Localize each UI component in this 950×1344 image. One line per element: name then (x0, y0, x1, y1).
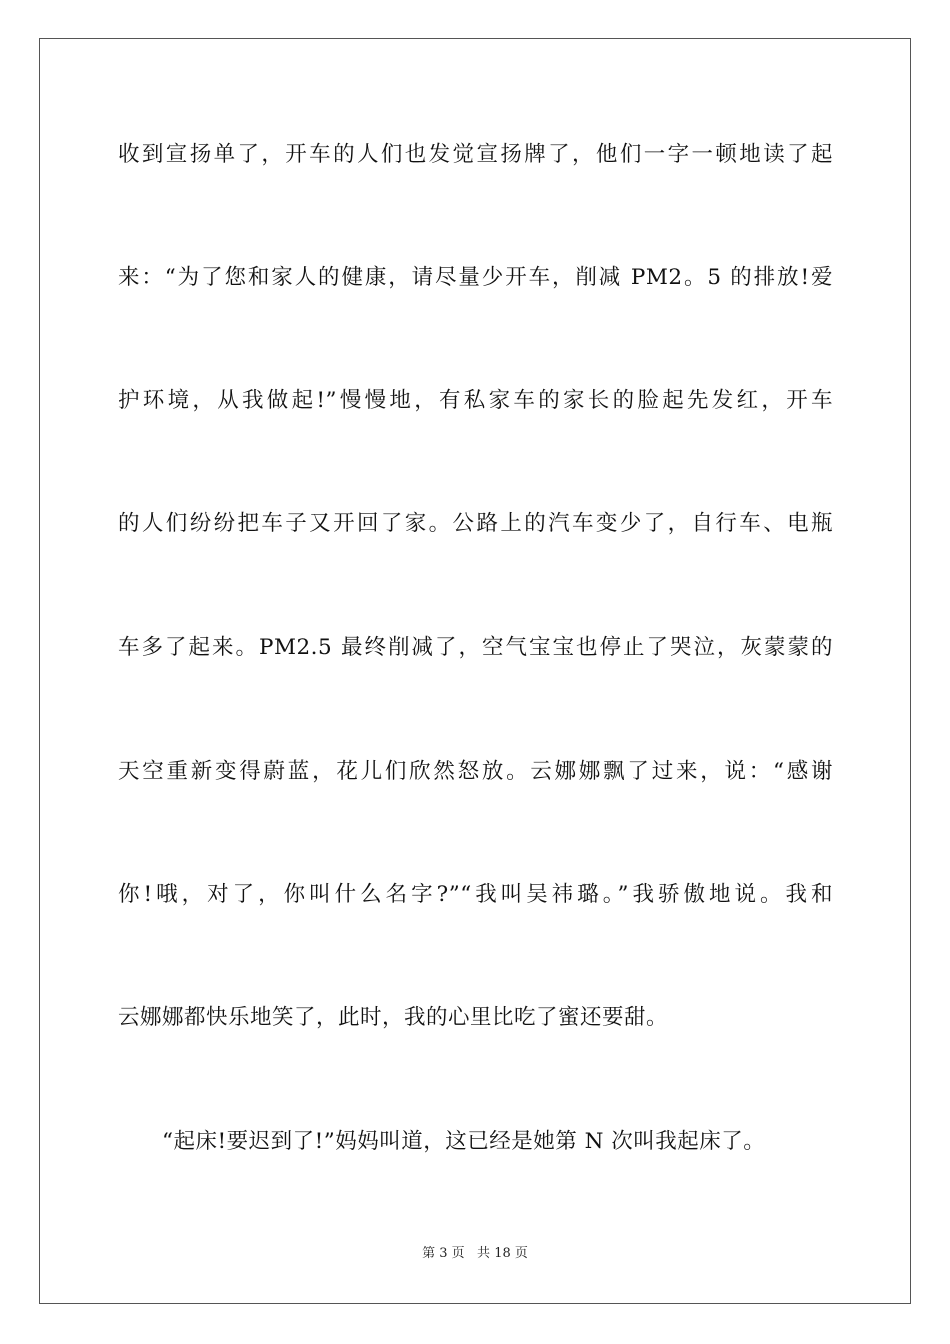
paragraph-line-7: 你!哦，对了，你叫什么名字?”“我叫吴祎璐。”我骄傲地说。我和 (118, 882, 833, 907)
paragraph-line-6: 天空重新变得蔚蓝，花儿们欣然怒放。云娜娜飘了过来，说：“感谢 (118, 759, 833, 784)
paragraph-line-9: “起床!要迟到了!”妈妈叫道，这已经是她第 N 次叫我起床了。 (162, 1129, 766, 1154)
paragraph-line-3: 护环境，从我做起!”慢慢地，有私家车的家长的脸起先发红，开车 (118, 388, 833, 413)
page-border (39, 38, 911, 1304)
paragraph-line-2: 来：“为了您和家人的健康，请尽量少开车，削减 PM2。5 的排放!爱 (118, 265, 833, 290)
paragraph-line-5: 车多了起来。PM2.5 最终削减了，空气宝宝也停止了哭泣，灰蒙蒙的 (118, 635, 833, 660)
page-number-footer: 第 3 页 共 18 页 (422, 1246, 528, 1261)
paragraph-line-1: 收到宣扬单了，开车的人们也发觉宣扬牌了，他们一字一顿地读了起 (118, 142, 833, 167)
paragraph-line-8: 云娜娜都快乐地笑了，此时，我的心里比吃了蜜还要甜。 (118, 1005, 669, 1030)
paragraph-line-4: 的人们纷纷把车子又开回了家。公路上的汽车变少了，自行车、电瓶 (118, 511, 833, 536)
